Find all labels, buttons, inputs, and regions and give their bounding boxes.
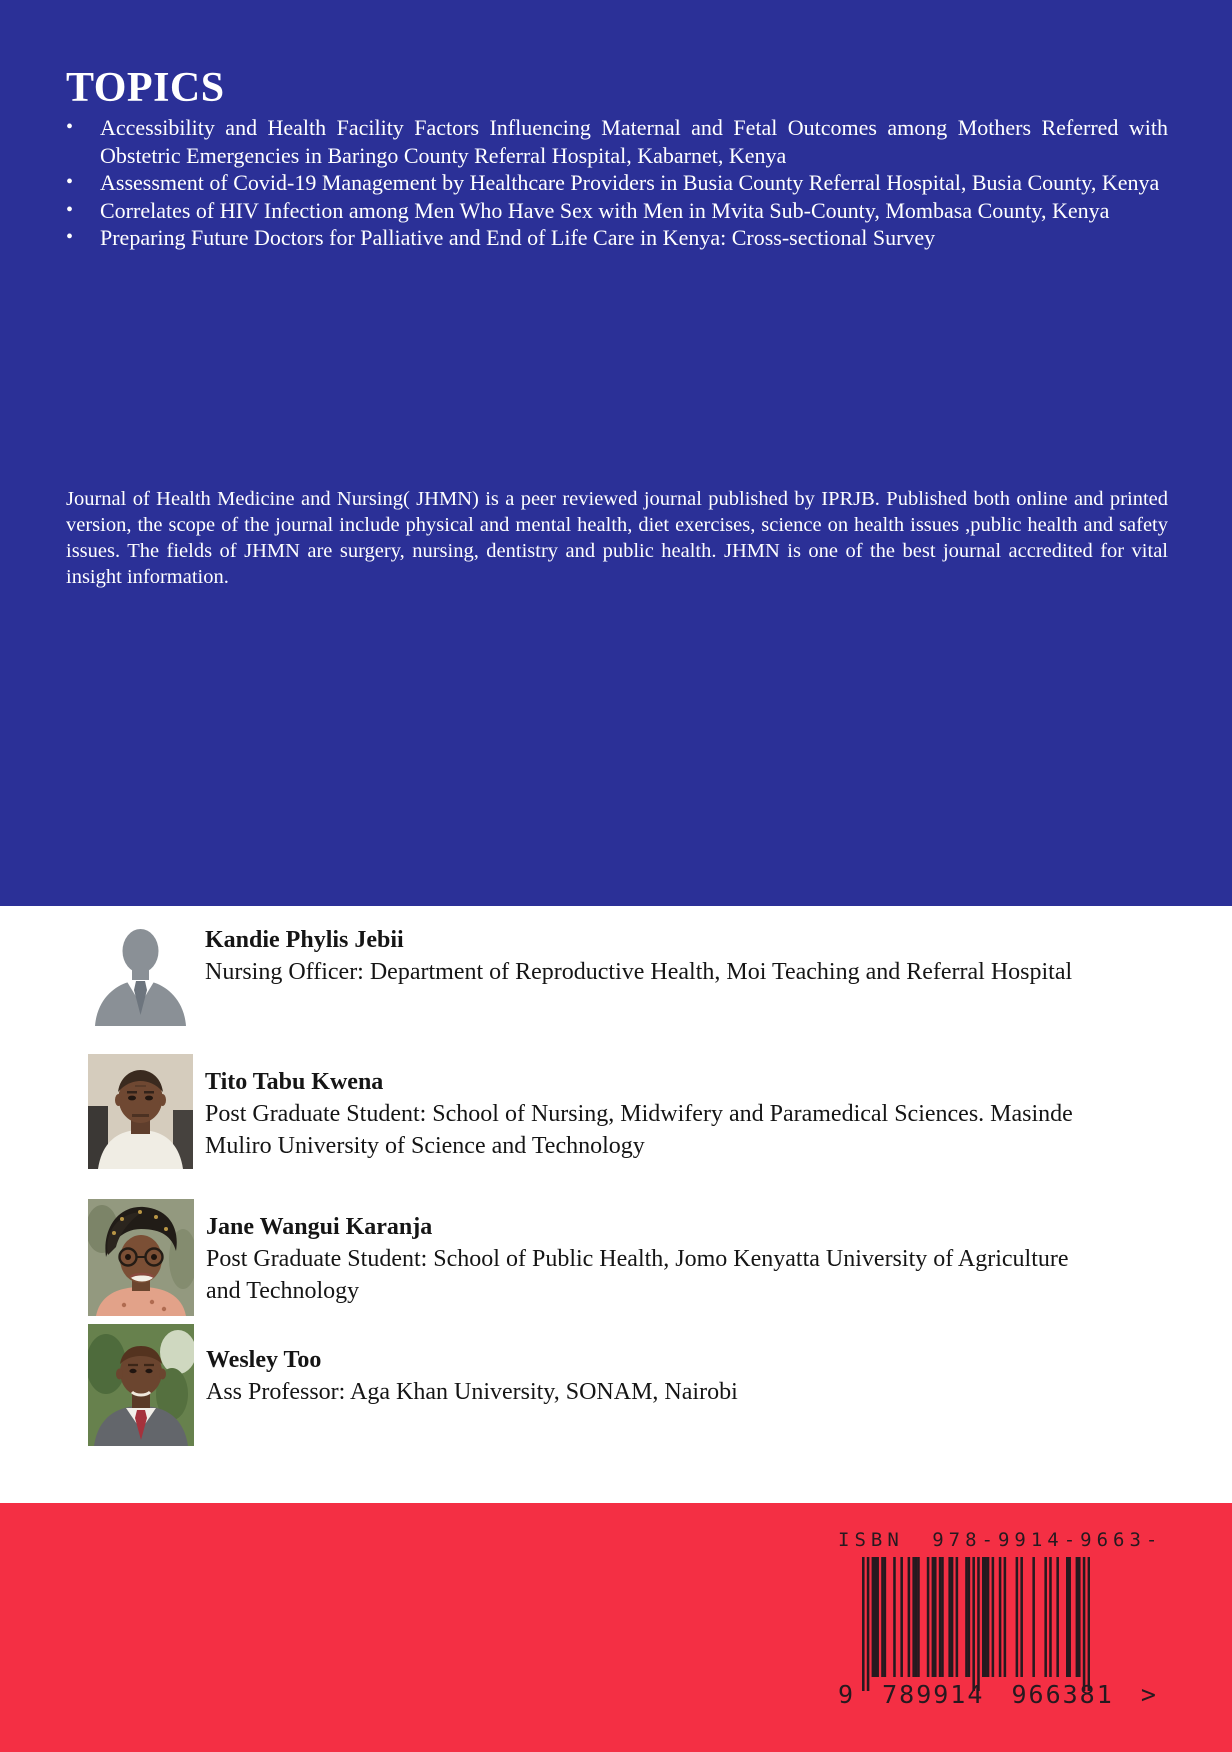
author-name: Wesley Too bbox=[206, 1347, 322, 1373]
author-name: Kandie Phylis Jebii bbox=[205, 927, 404, 953]
journal-description: Journal of Health Medicine and Nursing( JHMN) is a peer reviewed journal published by IPRJB. Published both online and printed version, the scope of the journal include physical and mental health, diet exercises, science on health issues ,public health and safety issues. The fields of JHMN are surgery, nursing, dentistry and public health. JHMN is one of the best journal accredited for vital insight information. bbox=[66, 487, 1168, 588]
topic-text: Accessibility and Health Facility Factors Influencing Maternal and Fetal Outcomes among Mothers Referred with Obstetric Emergencies in Baringo County Referral Hospital, Kabarnet, Kenya bbox=[100, 115, 1168, 168]
portrait-woman-headwrap-image bbox=[88, 1199, 194, 1316]
author-row bbox=[88, 1054, 1168, 1169]
barcode-bars bbox=[862, 1557, 1090, 1691]
topic-text: Assessment of Covid-19 Management by Healthcare Providers in Busia County Referral Hospital, Busia County, Kenya bbox=[100, 170, 1160, 195]
author-photo bbox=[88, 1054, 193, 1169]
author-row bbox=[88, 918, 1168, 1026]
bullet-icon: • bbox=[66, 198, 74, 221]
author-role: Post Graduate Student: School of Public Health, Jomo Kenyatta University of Agriculture and Technology bbox=[206, 1246, 1069, 1304]
topic-item bbox=[66, 197, 1168, 225]
topic-text: Preparing Future Doctors for Palliative and End of Life Care in Kenya: Cross-sectional Survey bbox=[100, 225, 936, 250]
author-name: Tito Tabu Kwena bbox=[205, 1069, 384, 1095]
author-row bbox=[88, 1324, 1168, 1446]
bullet-icon: • bbox=[66, 171, 74, 193]
author-photo-placeholder bbox=[88, 918, 193, 1026]
portrait-man-white-shirt-image bbox=[88, 1054, 193, 1169]
person-silhouette-icon bbox=[88, 918, 193, 1026]
author-photo bbox=[88, 1199, 194, 1316]
topic-text: Correlates of HIV Infection among Men Who Have Sex with Men in Mvita Sub-County, Mombasa County, Kenya bbox=[100, 197, 1110, 223]
author-role: Post Graduate Student: School of Nursing, Midwifery and Paramedical Sciences. Masinde Muliro University of Science and Technology bbox=[205, 1101, 1073, 1159]
barcode bbox=[838, 1557, 1114, 1691]
isbn-number-line: 9 789914 966381 > bbox=[838, 1680, 1158, 1709]
bullet-icon: • bbox=[66, 116, 74, 138]
author-photo bbox=[88, 1324, 194, 1446]
topic-item bbox=[66, 114, 1168, 169]
author-info bbox=[205, 918, 1085, 1026]
isbn-label: ISBN 978-9914-9663- bbox=[838, 1529, 1163, 1551]
topics-list bbox=[66, 114, 1168, 252]
topic-item bbox=[66, 224, 1168, 252]
bullet-icon: • bbox=[66, 226, 74, 248]
author-role: Ass Professor: Aga Khan University, SONAM, Nairobi bbox=[206, 1379, 738, 1405]
portrait-man-suit-image bbox=[88, 1324, 194, 1446]
authors-section bbox=[0, 906, 1232, 1503]
author-info bbox=[206, 1199, 1086, 1316]
author-role: Nursing Officer: Department of Reproductive Health, Moi Teaching and Referral Hospital bbox=[205, 959, 1073, 985]
author-info bbox=[205, 1054, 1085, 1169]
topic-item bbox=[66, 169, 1168, 197]
author-info bbox=[206, 1324, 1086, 1446]
author-name: Jane Wangui Karanja bbox=[206, 1214, 433, 1240]
topics-heading: TOPICS bbox=[66, 65, 225, 111]
author-row bbox=[88, 1199, 1168, 1316]
barcode-block bbox=[838, 1529, 1163, 1709]
isbn-section bbox=[0, 1503, 1232, 1752]
